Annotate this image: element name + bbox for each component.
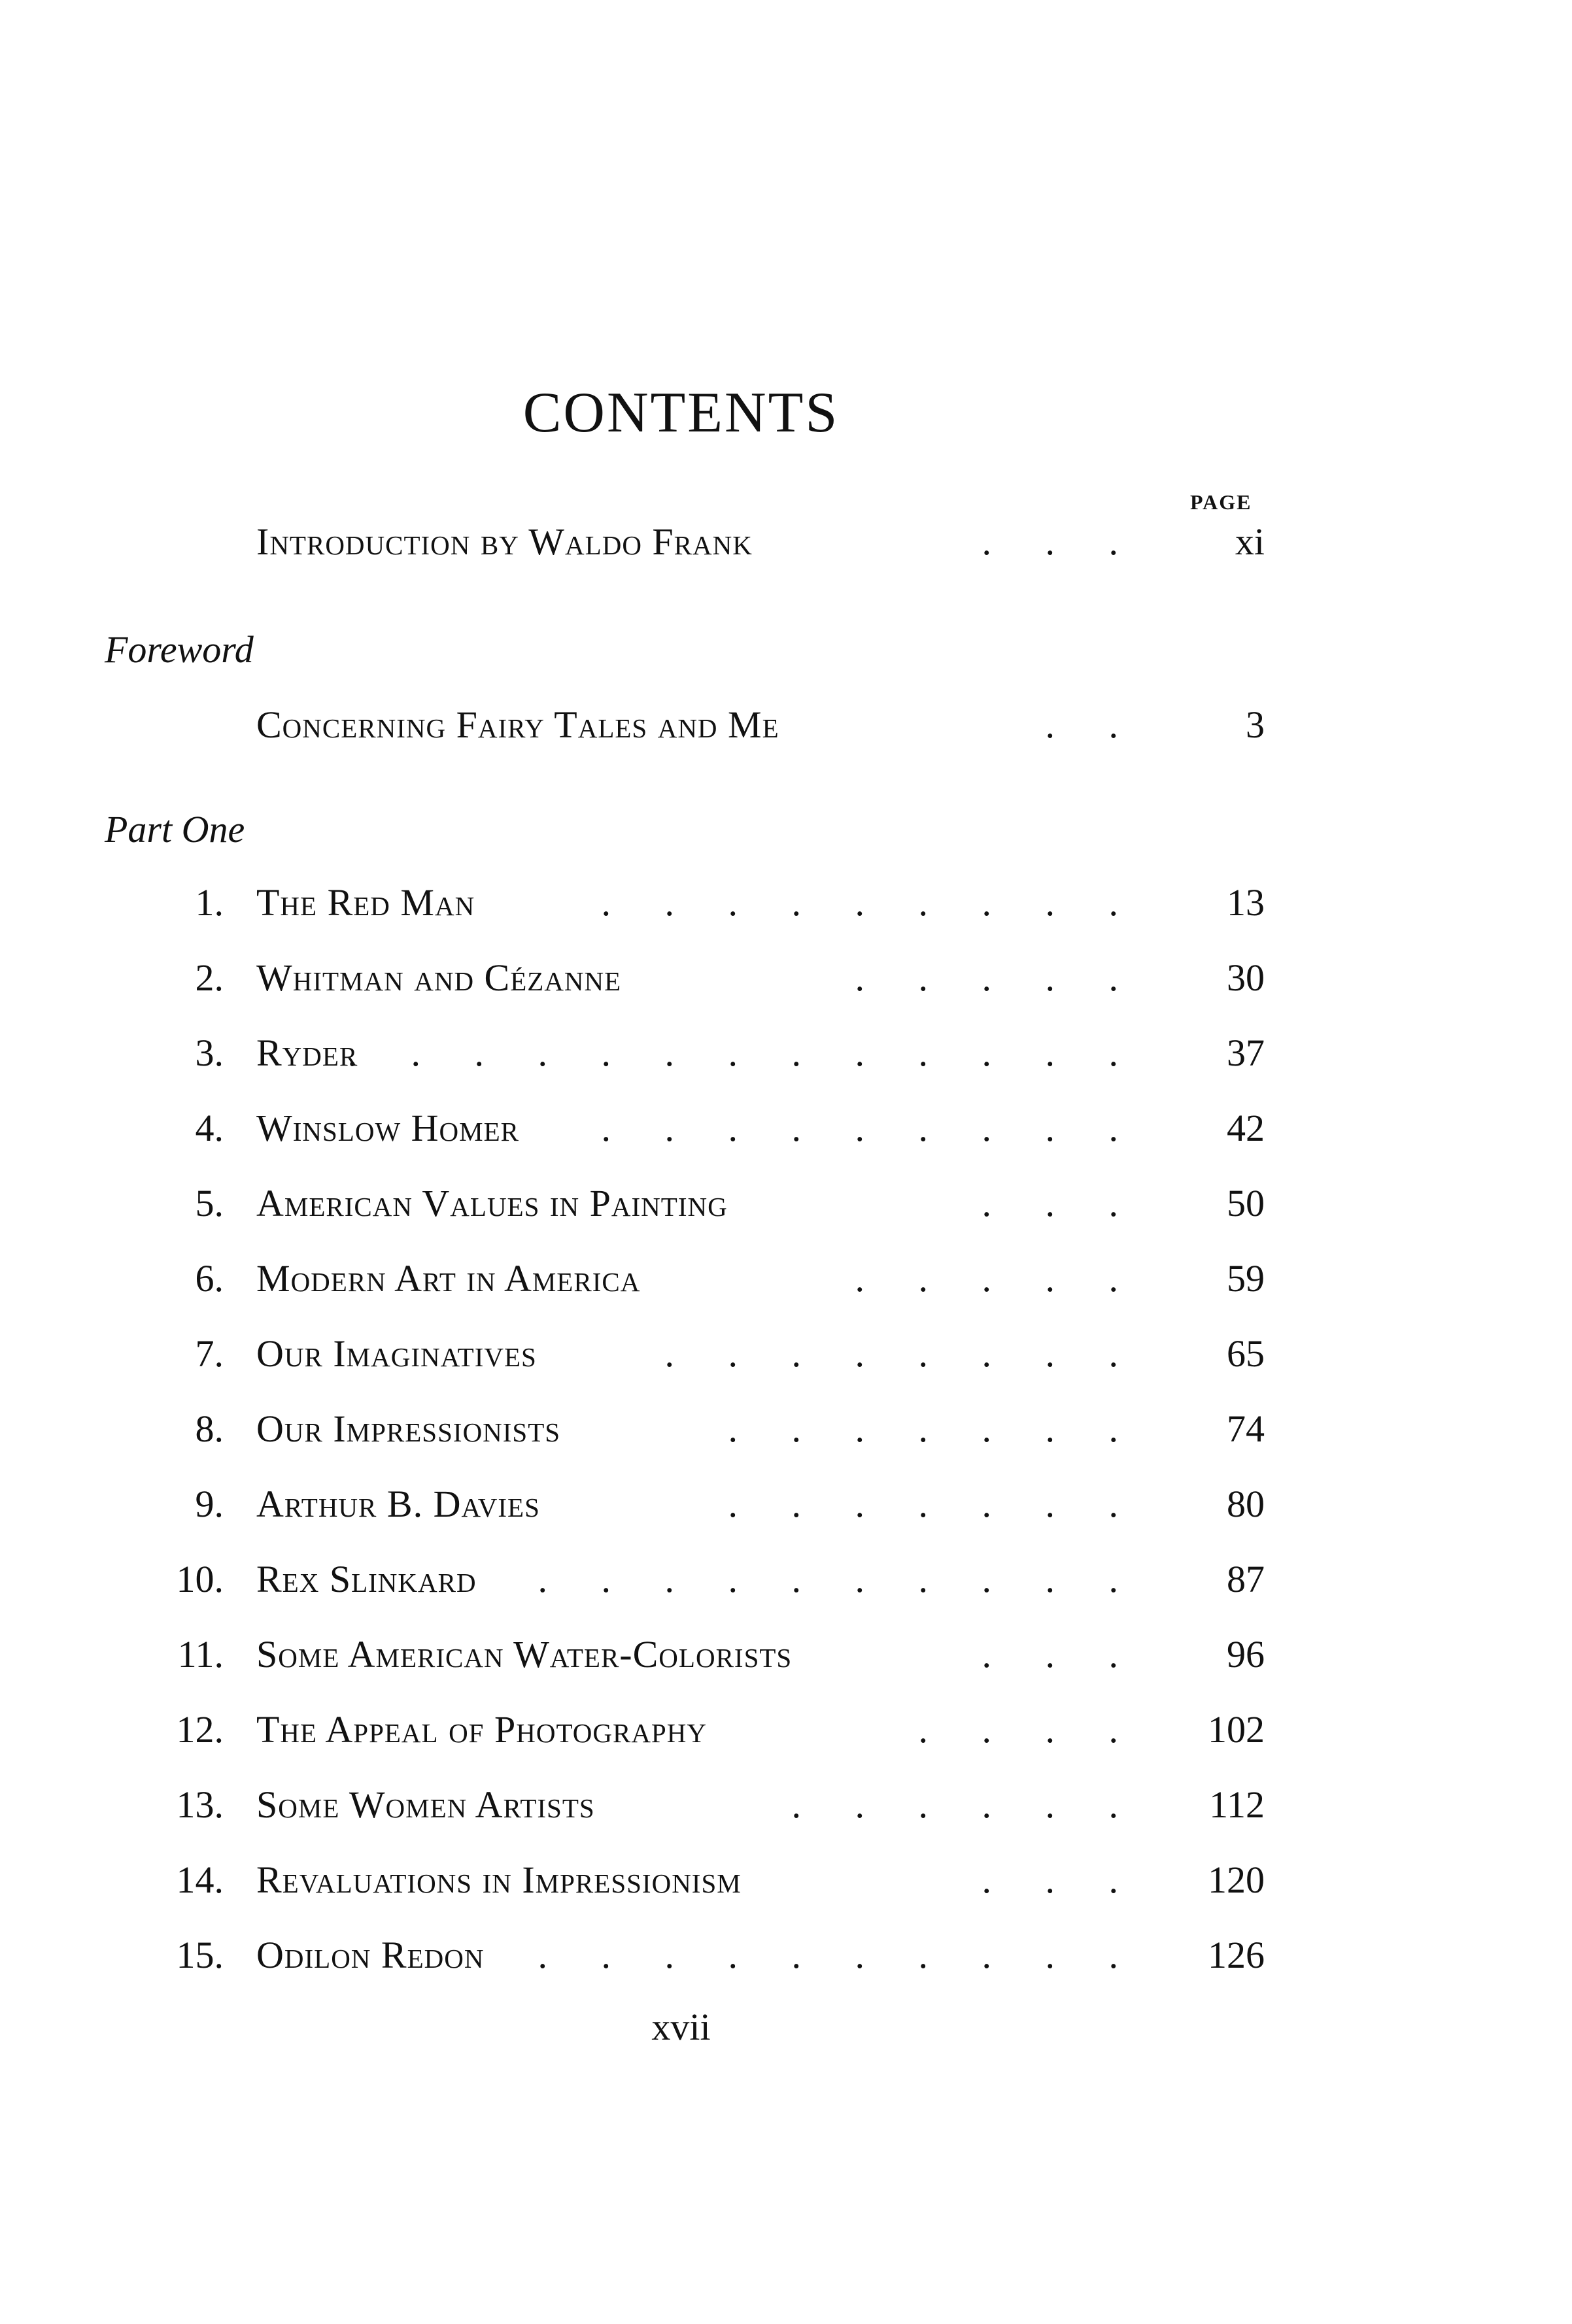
toc-entry-title: Revaluations in Impressionism — [256, 1859, 742, 1901]
toc-entry — [0, 1783, 1572, 1838]
toc-entry-number: 6. — [195, 1257, 224, 1300]
page-number: xvii — [651, 2006, 711, 2048]
toc-entry-page: 59 — [1227, 1257, 1265, 1300]
page-title: CONTENTS — [522, 381, 840, 445]
toc-entry-title: Some Women Artists — [256, 1783, 595, 1826]
toc-entry — [0, 1332, 1572, 1387]
leader-dots: . . . . . . . — [728, 1485, 1140, 1523]
toc-entry — [0, 1861, 1572, 1913]
leader-dots: . . . . . . — [791, 1786, 1140, 1824]
toc-entry-page: 30 — [1227, 956, 1265, 999]
toc-entry-title: Our Imaginatives — [256, 1332, 537, 1375]
leader-dots: . . — [1045, 706, 1140, 744]
toc-entry-page: 96 — [1227, 1633, 1265, 1676]
toc-entry-page: xi — [1235, 520, 1265, 563]
toc-entry-title: Introduction by Waldo Frank — [256, 520, 753, 563]
toc-entry-number: 4. — [195, 1107, 224, 1149]
toc-entry-page: 102 — [1208, 1708, 1265, 1751]
toc-entry-title: Concerning Fairy Tales and Me — [256, 703, 779, 746]
toc-entry-number: 13. — [176, 1783, 224, 1826]
toc-entry — [0, 1708, 1572, 1763]
toc-entry — [0, 1407, 1572, 1462]
toc-entry-title: Winslow Homer — [256, 1107, 519, 1149]
toc-entry-introduction — [0, 520, 1572, 575]
toc-entry-number: 1. — [195, 881, 224, 924]
toc-entry-title: The Red Man — [256, 881, 475, 924]
toc-entry-foreword — [0, 703, 1572, 758]
leader-dots: . . . . . . . . . — [601, 1109, 1140, 1147]
toc-entry-page: 120 — [1208, 1859, 1265, 1901]
toc-entry-title: Modern Art in America — [256, 1257, 641, 1300]
toc-entry-page: 74 — [1227, 1407, 1265, 1450]
toc-entry — [0, 881, 1572, 936]
toc-entry-number: 9. — [195, 1483, 224, 1525]
toc-entry — [0, 1560, 1572, 1613]
toc-entry — [0, 1109, 1572, 1162]
toc-entry-title: Whitman and Cézanne — [256, 956, 622, 999]
toc-entry-page: 80 — [1227, 1483, 1265, 1525]
toc-entry-title: Arthur B. Davies — [256, 1483, 540, 1525]
toc-entry-number: 14. — [176, 1859, 224, 1901]
toc-entry-number: 12. — [176, 1708, 224, 1751]
leader-dots: . . . . . — [855, 1260, 1140, 1298]
leader-dots: . . . . . . . . . . — [538, 1560, 1140, 1598]
toc-entry — [0, 1633, 1572, 1688]
toc-entry-number: 8. — [195, 1407, 224, 1450]
toc-entry — [0, 1936, 1572, 1989]
toc-entry-page: 50 — [1227, 1182, 1265, 1224]
toc-entry-page: 42 — [1227, 1107, 1265, 1149]
page-column-label: PAGE — [1190, 490, 1252, 514]
toc-entry-page: 87 — [1227, 1558, 1265, 1600]
toc-entry-number: 7. — [195, 1332, 224, 1375]
toc-entry-number: 10. — [176, 1558, 224, 1600]
toc-entry — [0, 956, 1572, 1011]
leader-dots: . . . . . . . . — [664, 1335, 1140, 1373]
toc-entry-title: The Appeal of Photography — [256, 1708, 707, 1751]
toc-entry-page: 37 — [1227, 1032, 1265, 1074]
toc-entry-number: 5. — [195, 1182, 224, 1224]
toc-entry-page: 3 — [1246, 703, 1265, 746]
toc-entry — [0, 1034, 1572, 1086]
toc-entry-number: 11. — [177, 1633, 224, 1676]
toc-entry-title: Some American Water-Colorists — [256, 1633, 793, 1676]
leader-dots: . . . . . . . . . . — [538, 1936, 1140, 1974]
section-heading-part-one: Part One — [105, 808, 245, 850]
section-heading-foreword: Foreword — [105, 628, 254, 671]
toc-entry-page: 112 — [1209, 1783, 1265, 1826]
toc-entry-page: 65 — [1227, 1332, 1265, 1375]
toc-entry — [0, 1485, 1572, 1538]
leader-dots: . . . — [982, 1636, 1140, 1674]
toc-entry — [0, 1257, 1572, 1312]
leader-dots: . . . — [982, 523, 1140, 561]
leader-dots: . . . . — [918, 1711, 1140, 1749]
toc-entry-page: 126 — [1208, 1934, 1265, 1976]
leader-dots: . . . — [982, 1185, 1140, 1222]
toc-entry-page: 13 — [1227, 881, 1265, 924]
toc-entry-number: 2. — [195, 956, 224, 999]
toc-entry-title: American Values in Painting — [256, 1182, 728, 1224]
toc-entry-title: Our Impressionists — [256, 1407, 561, 1450]
leader-dots: . . . . . . . . . . . . . — [347, 1034, 1140, 1072]
leader-dots: . . . . . . . . . — [601, 884, 1140, 922]
leader-dots: . . . . . . . — [728, 1410, 1140, 1448]
toc-entry-title: Ryder — [256, 1032, 358, 1074]
leader-dots: . . . . . — [855, 959, 1140, 997]
leader-dots: . . . — [982, 1861, 1140, 1899]
toc-entry-title: Odilon Redon — [256, 1934, 485, 1976]
toc-entry — [0, 1182, 1572, 1237]
toc-entry-title: Rex Slinkard — [256, 1558, 477, 1600]
toc-entry-number: 15. — [176, 1934, 224, 1976]
toc-entry-number: 3. — [195, 1032, 224, 1074]
